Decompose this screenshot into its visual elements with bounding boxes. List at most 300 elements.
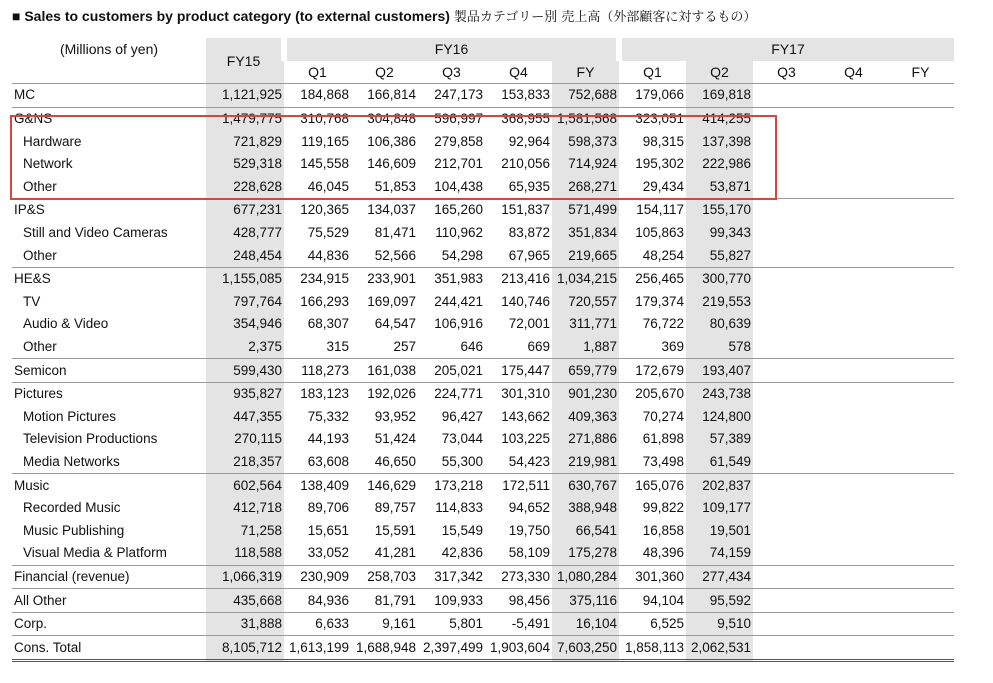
value-cell: 1,080,284 <box>552 565 619 589</box>
table-row <box>12 130 954 153</box>
header-row-years <box>12 38 954 61</box>
value-cell: 110,962 <box>435 225 483 241</box>
row-label: HE&S <box>12 267 206 290</box>
value-cell <box>753 382 820 405</box>
table-row <box>12 267 954 290</box>
value-cell: 44,836 <box>307 247 349 263</box>
value-cell: 659,779 <box>552 359 619 383</box>
fy17-col-header: Q3 <box>777 63 796 80</box>
value-cell <box>887 636 954 661</box>
value-cell: 95,592 <box>686 589 753 613</box>
row-label: Other <box>23 339 57 355</box>
table-row <box>12 336 954 359</box>
value-cell <box>887 382 954 405</box>
value-cell <box>887 542 954 565</box>
table-row <box>12 359 954 383</box>
value-cell: 369 <box>661 339 684 355</box>
value-cell: 1,034,215 <box>552 267 619 290</box>
value-cell <box>887 130 954 153</box>
row-label: IP&S <box>12 199 206 222</box>
table-row <box>12 451 954 474</box>
value-cell <box>820 565 887 589</box>
table-row <box>12 153 954 176</box>
fy17-col-header: Q4 <box>844 63 863 80</box>
table-row <box>12 589 954 613</box>
value-cell <box>887 519 954 542</box>
value-cell <box>820 267 887 290</box>
value-cell <box>887 176 954 199</box>
title-japanese: 製品カテゴリー別 売上高（外部顧客に対するもの） <box>453 10 757 25</box>
value-cell: 388,948 <box>552 497 619 520</box>
value-cell: 114,833 <box>435 500 483 516</box>
value-cell <box>820 542 887 565</box>
value-cell: 53,871 <box>686 176 753 199</box>
value-cell: 140,746 <box>501 293 550 309</box>
sales-table <box>12 38 954 662</box>
value-cell: 98,315 <box>642 133 684 149</box>
value-cell <box>753 589 820 613</box>
value-cell <box>820 107 887 130</box>
value-cell <box>753 176 820 199</box>
value-cell: 48,254 <box>642 247 684 263</box>
value-cell: 172,511 <box>485 474 552 497</box>
value-cell: 94,652 <box>508 500 550 516</box>
value-cell <box>753 267 820 290</box>
fy17-col-header: FY <box>911 63 930 80</box>
value-cell: 5,801 <box>418 612 485 636</box>
row-label: Recorded Music <box>23 500 121 516</box>
table-row <box>12 84 954 108</box>
value-cell: 109,933 <box>418 589 485 613</box>
fy16-col-header: Q3 <box>442 63 461 80</box>
value-cell: 273,330 <box>485 565 552 589</box>
report-title <box>12 6 756 25</box>
value-cell: 646 <box>460 339 483 355</box>
value-cell <box>887 428 954 451</box>
row-label: Motion Pictures <box>23 408 117 424</box>
value-cell: 106,916 <box>434 316 483 332</box>
value-cell: 317,342 <box>418 565 485 589</box>
value-cell: 677,231 <box>206 199 284 222</box>
value-cell <box>820 336 887 359</box>
value-cell: 169,097 <box>367 293 416 309</box>
value-cell <box>887 84 954 108</box>
value-cell <box>753 199 820 222</box>
table-row <box>12 382 954 405</box>
value-cell <box>887 107 954 130</box>
row-label: Network <box>23 156 73 172</box>
value-cell: 184,868 <box>284 84 351 108</box>
value-cell: 230,909 <box>284 565 351 589</box>
value-cell <box>887 565 954 589</box>
value-cell: 228,628 <box>206 176 284 199</box>
value-cell <box>820 359 887 383</box>
value-cell: 311,771 <box>552 313 619 336</box>
fy15-header: FY15 <box>206 38 284 84</box>
value-cell: 1,613,199 <box>284 636 351 661</box>
value-cell: 256,465 <box>619 267 686 290</box>
value-cell <box>887 267 954 290</box>
value-cell: 46,650 <box>374 453 416 469</box>
value-cell <box>753 636 820 661</box>
row-label: All Other <box>12 589 206 613</box>
value-cell: 19,501 <box>686 519 753 542</box>
value-cell: 1,066,319 <box>206 565 284 589</box>
value-cell: 51,853 <box>374 178 416 194</box>
value-cell: 599,430 <box>206 359 284 383</box>
value-cell: 63,608 <box>307 453 349 469</box>
value-cell: 118,273 <box>284 359 351 383</box>
value-cell: 2,397,499 <box>418 636 485 661</box>
value-cell: 175,447 <box>485 359 552 383</box>
value-cell: 1,155,085 <box>206 267 284 290</box>
value-cell: 1,858,113 <box>619 636 686 661</box>
value-cell: 119,165 <box>301 133 349 149</box>
value-cell: 146,609 <box>367 156 416 172</box>
value-cell: 33,052 <box>307 545 349 561</box>
value-cell <box>820 406 887 429</box>
fy16-col-header: Q4 <box>509 63 528 80</box>
value-cell: 94,104 <box>619 589 686 613</box>
value-cell: 118,588 <box>206 542 284 565</box>
value-cell <box>820 153 887 176</box>
value-cell: 93,952 <box>374 408 416 424</box>
value-cell: 55,827 <box>686 244 753 267</box>
value-cell <box>820 636 887 661</box>
row-label: Other <box>23 178 57 194</box>
value-cell: 409,363 <box>552 406 619 429</box>
value-cell: -5,491 <box>485 612 552 636</box>
table-row <box>12 313 954 336</box>
value-cell: 99,822 <box>642 500 684 516</box>
row-label: Financial (revenue) <box>12 565 206 589</box>
value-cell: 134,037 <box>351 199 418 222</box>
row-label: Semicon <box>12 359 206 383</box>
value-cell <box>887 222 954 245</box>
value-cell: 183,123 <box>284 382 351 405</box>
value-cell: 153,833 <box>485 84 552 108</box>
value-cell: 31,888 <box>206 612 284 636</box>
value-cell: 248,454 <box>206 244 284 267</box>
value-cell: 1,688,948 <box>351 636 418 661</box>
value-cell: 120,365 <box>284 199 351 222</box>
unit-label: (Millions of yen) <box>59 41 159 57</box>
value-cell <box>887 474 954 497</box>
row-label: Still and Video Cameras <box>23 225 168 241</box>
row-label: TV <box>23 293 41 309</box>
value-cell: 669 <box>527 339 550 355</box>
value-cell: 212,701 <box>434 156 483 172</box>
table-row <box>12 542 954 565</box>
row-label: Television Productions <box>23 431 158 447</box>
value-cell: 16,104 <box>552 612 619 636</box>
table-row <box>12 497 954 520</box>
value-cell: 73,498 <box>642 453 684 469</box>
value-cell <box>753 336 820 359</box>
value-cell: 300,770 <box>686 267 753 290</box>
value-cell: 54,298 <box>441 247 483 263</box>
value-cell <box>753 130 820 153</box>
value-cell <box>820 176 887 199</box>
value-cell <box>820 497 887 520</box>
value-cell: 65,935 <box>508 178 550 194</box>
value-cell: 234,915 <box>284 267 351 290</box>
value-cell: 412,718 <box>206 497 284 520</box>
value-cell: 103,225 <box>501 431 550 447</box>
value-cell: 55,300 <box>441 453 483 469</box>
value-cell: 151,837 <box>485 199 552 222</box>
value-cell: 752,688 <box>552 84 619 108</box>
value-cell <box>753 107 820 130</box>
value-cell: 57,389 <box>686 428 753 451</box>
value-cell: 19,750 <box>508 522 550 538</box>
value-cell: 192,026 <box>351 382 418 405</box>
table-row <box>12 474 954 497</box>
row-label: Audio & Video <box>23 316 109 332</box>
value-cell: 258,703 <box>351 565 418 589</box>
value-cell <box>753 428 820 451</box>
row-label: Hardware <box>23 133 82 149</box>
value-cell <box>820 382 887 405</box>
value-cell: 714,924 <box>552 153 619 176</box>
table-row <box>12 244 954 267</box>
value-cell: 630,767 <box>552 474 619 497</box>
row-label: Corp. <box>12 612 206 636</box>
value-cell <box>887 406 954 429</box>
table-row <box>12 612 954 636</box>
value-cell: 233,901 <box>351 267 418 290</box>
value-cell: 354,946 <box>206 313 284 336</box>
value-cell: 70,274 <box>642 408 684 424</box>
value-cell: 166,293 <box>300 293 349 309</box>
value-cell: 71,258 <box>206 519 284 542</box>
value-cell <box>887 589 954 613</box>
value-cell: 124,800 <box>686 406 753 429</box>
value-cell: 210,056 <box>501 156 550 172</box>
value-cell <box>820 451 887 474</box>
value-cell: 8,105,712 <box>206 636 284 661</box>
value-cell <box>820 589 887 613</box>
table-row <box>12 107 954 130</box>
value-cell <box>887 199 954 222</box>
value-cell: 83,872 <box>508 225 550 241</box>
value-cell: 80,639 <box>686 313 753 336</box>
value-cell: 202,837 <box>686 474 753 497</box>
row-label: G&NS <box>12 107 206 130</box>
value-cell: 89,757 <box>374 500 416 516</box>
value-cell: 721,829 <box>206 130 284 153</box>
value-cell: 9,161 <box>351 612 418 636</box>
value-cell: 145,558 <box>300 156 349 172</box>
value-cell <box>820 612 887 636</box>
value-cell: 109,177 <box>686 497 753 520</box>
value-cell: 96,427 <box>441 408 483 424</box>
value-cell: 75,332 <box>307 408 349 424</box>
value-cell: 529,318 <box>206 153 284 176</box>
value-cell: 73,044 <box>441 431 483 447</box>
value-cell: 224,771 <box>418 382 485 405</box>
fy16-col-header: Q1 <box>308 63 327 80</box>
value-cell: 29,434 <box>642 178 684 194</box>
value-cell <box>753 519 820 542</box>
fy16-header: FY16 <box>284 38 619 61</box>
value-cell: 143,662 <box>501 408 550 424</box>
value-cell <box>753 244 820 267</box>
value-cell: 301,360 <box>619 565 686 589</box>
value-cell: 44,193 <box>307 431 349 447</box>
value-cell: 61,898 <box>642 431 684 447</box>
value-cell: 46,045 <box>307 178 349 194</box>
value-cell: 351,983 <box>418 267 485 290</box>
value-cell: 75,529 <box>307 225 349 241</box>
value-cell <box>887 153 954 176</box>
row-label: Media Networks <box>23 453 120 469</box>
row-label: Pictures <box>12 382 206 405</box>
value-cell: 578 <box>686 336 753 359</box>
value-cell: 301,310 <box>485 382 552 405</box>
value-cell: 375,116 <box>552 589 619 613</box>
value-cell: 98,456 <box>485 589 552 613</box>
value-cell: 6,633 <box>284 612 351 636</box>
value-cell <box>820 428 887 451</box>
value-cell: 9,510 <box>686 612 753 636</box>
value-cell: 89,706 <box>307 500 349 516</box>
value-cell: 219,665 <box>552 244 619 267</box>
value-cell <box>820 244 887 267</box>
value-cell: 81,471 <box>374 225 416 241</box>
value-cell: 279,858 <box>434 133 483 149</box>
value-cell <box>820 222 887 245</box>
value-cell <box>753 497 820 520</box>
value-cell: 106,386 <box>367 133 416 149</box>
value-cell <box>753 542 820 565</box>
value-cell: 169,818 <box>686 84 753 108</box>
value-cell <box>887 291 954 314</box>
value-cell: 58,109 <box>508 545 550 561</box>
value-cell: 16,858 <box>642 522 684 538</box>
value-cell <box>820 130 887 153</box>
value-cell: 368,955 <box>485 107 552 130</box>
value-cell: 205,670 <box>619 382 686 405</box>
row-label: MC <box>12 84 206 108</box>
value-cell: 277,434 <box>686 565 753 589</box>
value-cell: 257 <box>393 339 416 355</box>
table-row <box>12 565 954 589</box>
value-cell: 42,836 <box>441 545 483 561</box>
value-cell <box>887 612 954 636</box>
value-cell: 602,564 <box>206 474 284 497</box>
value-cell: 72,001 <box>508 316 550 332</box>
value-cell <box>753 153 820 176</box>
value-cell: 428,777 <box>206 222 284 245</box>
value-cell: 2,375 <box>206 336 284 359</box>
value-cell <box>753 565 820 589</box>
value-cell: 310,768 <box>284 107 351 130</box>
value-cell: 155,170 <box>686 199 753 222</box>
value-cell: 222,986 <box>686 153 753 176</box>
value-cell: 179,374 <box>635 293 684 309</box>
row-label: Cons. Total <box>12 636 206 661</box>
value-cell: 1,903,604 <box>485 636 552 661</box>
value-cell <box>887 244 954 267</box>
table-row <box>12 636 954 661</box>
value-cell: 68,307 <box>307 316 349 332</box>
value-cell <box>887 451 954 474</box>
value-cell: 138,409 <box>284 474 351 497</box>
value-cell <box>753 406 820 429</box>
table-row <box>12 519 954 542</box>
value-cell: 104,438 <box>434 178 483 194</box>
value-cell <box>887 336 954 359</box>
value-cell: 270,115 <box>206 428 284 451</box>
table-row <box>12 406 954 429</box>
value-cell: 447,355 <box>206 406 284 429</box>
value-cell: 15,591 <box>374 522 416 538</box>
value-cell <box>753 291 820 314</box>
value-cell <box>753 359 820 383</box>
value-cell: 315 <box>326 339 349 355</box>
value-cell <box>753 222 820 245</box>
value-cell: 244,421 <box>434 293 483 309</box>
fy17-col-header: Q1 <box>643 63 662 80</box>
value-cell: 268,271 <box>552 176 619 199</box>
value-cell: 205,021 <box>418 359 485 383</box>
value-cell: 66,541 <box>552 519 619 542</box>
value-cell: 48,396 <box>642 545 684 561</box>
value-cell: 1,479,775 <box>206 107 284 130</box>
value-cell: 137,398 <box>686 130 753 153</box>
value-cell: 15,549 <box>441 522 483 538</box>
value-cell <box>753 474 820 497</box>
fy16-col-header: FY <box>552 61 619 84</box>
value-cell: 1,581,568 <box>552 107 619 130</box>
value-cell: 175,278 <box>552 542 619 565</box>
value-cell: 15,651 <box>307 522 349 538</box>
table-row <box>12 428 954 451</box>
value-cell <box>887 359 954 383</box>
value-cell: 435,668 <box>206 589 284 613</box>
table-row <box>12 176 954 199</box>
value-cell <box>820 84 887 108</box>
value-cell: 154,117 <box>619 199 686 222</box>
value-cell: 146,629 <box>351 474 418 497</box>
value-cell: 84,936 <box>284 589 351 613</box>
value-cell: 195,302 <box>635 156 684 172</box>
fy17-col-header: Q2 <box>686 61 753 84</box>
value-cell <box>820 313 887 336</box>
value-cell: 271,886 <box>552 428 619 451</box>
value-cell: 323,051 <box>619 107 686 130</box>
value-cell <box>753 612 820 636</box>
value-cell: 81,791 <box>351 589 418 613</box>
value-cell <box>887 313 954 336</box>
value-cell <box>753 84 820 108</box>
value-cell: 247,173 <box>418 84 485 108</box>
table-row <box>12 199 954 222</box>
value-cell: 51,424 <box>374 431 416 447</box>
value-cell: 67,965 <box>508 247 550 263</box>
row-label: Other <box>23 247 57 263</box>
value-cell: 797,764 <box>206 291 284 314</box>
value-cell: 7,603,250 <box>552 636 619 661</box>
value-cell: 105,863 <box>635 225 684 241</box>
fy17-header: FY17 <box>619 38 954 61</box>
value-cell: 720,557 <box>552 291 619 314</box>
value-cell: 61,549 <box>686 451 753 474</box>
value-cell: 173,218 <box>418 474 485 497</box>
value-cell: 165,260 <box>418 199 485 222</box>
value-cell: 219,553 <box>686 291 753 314</box>
